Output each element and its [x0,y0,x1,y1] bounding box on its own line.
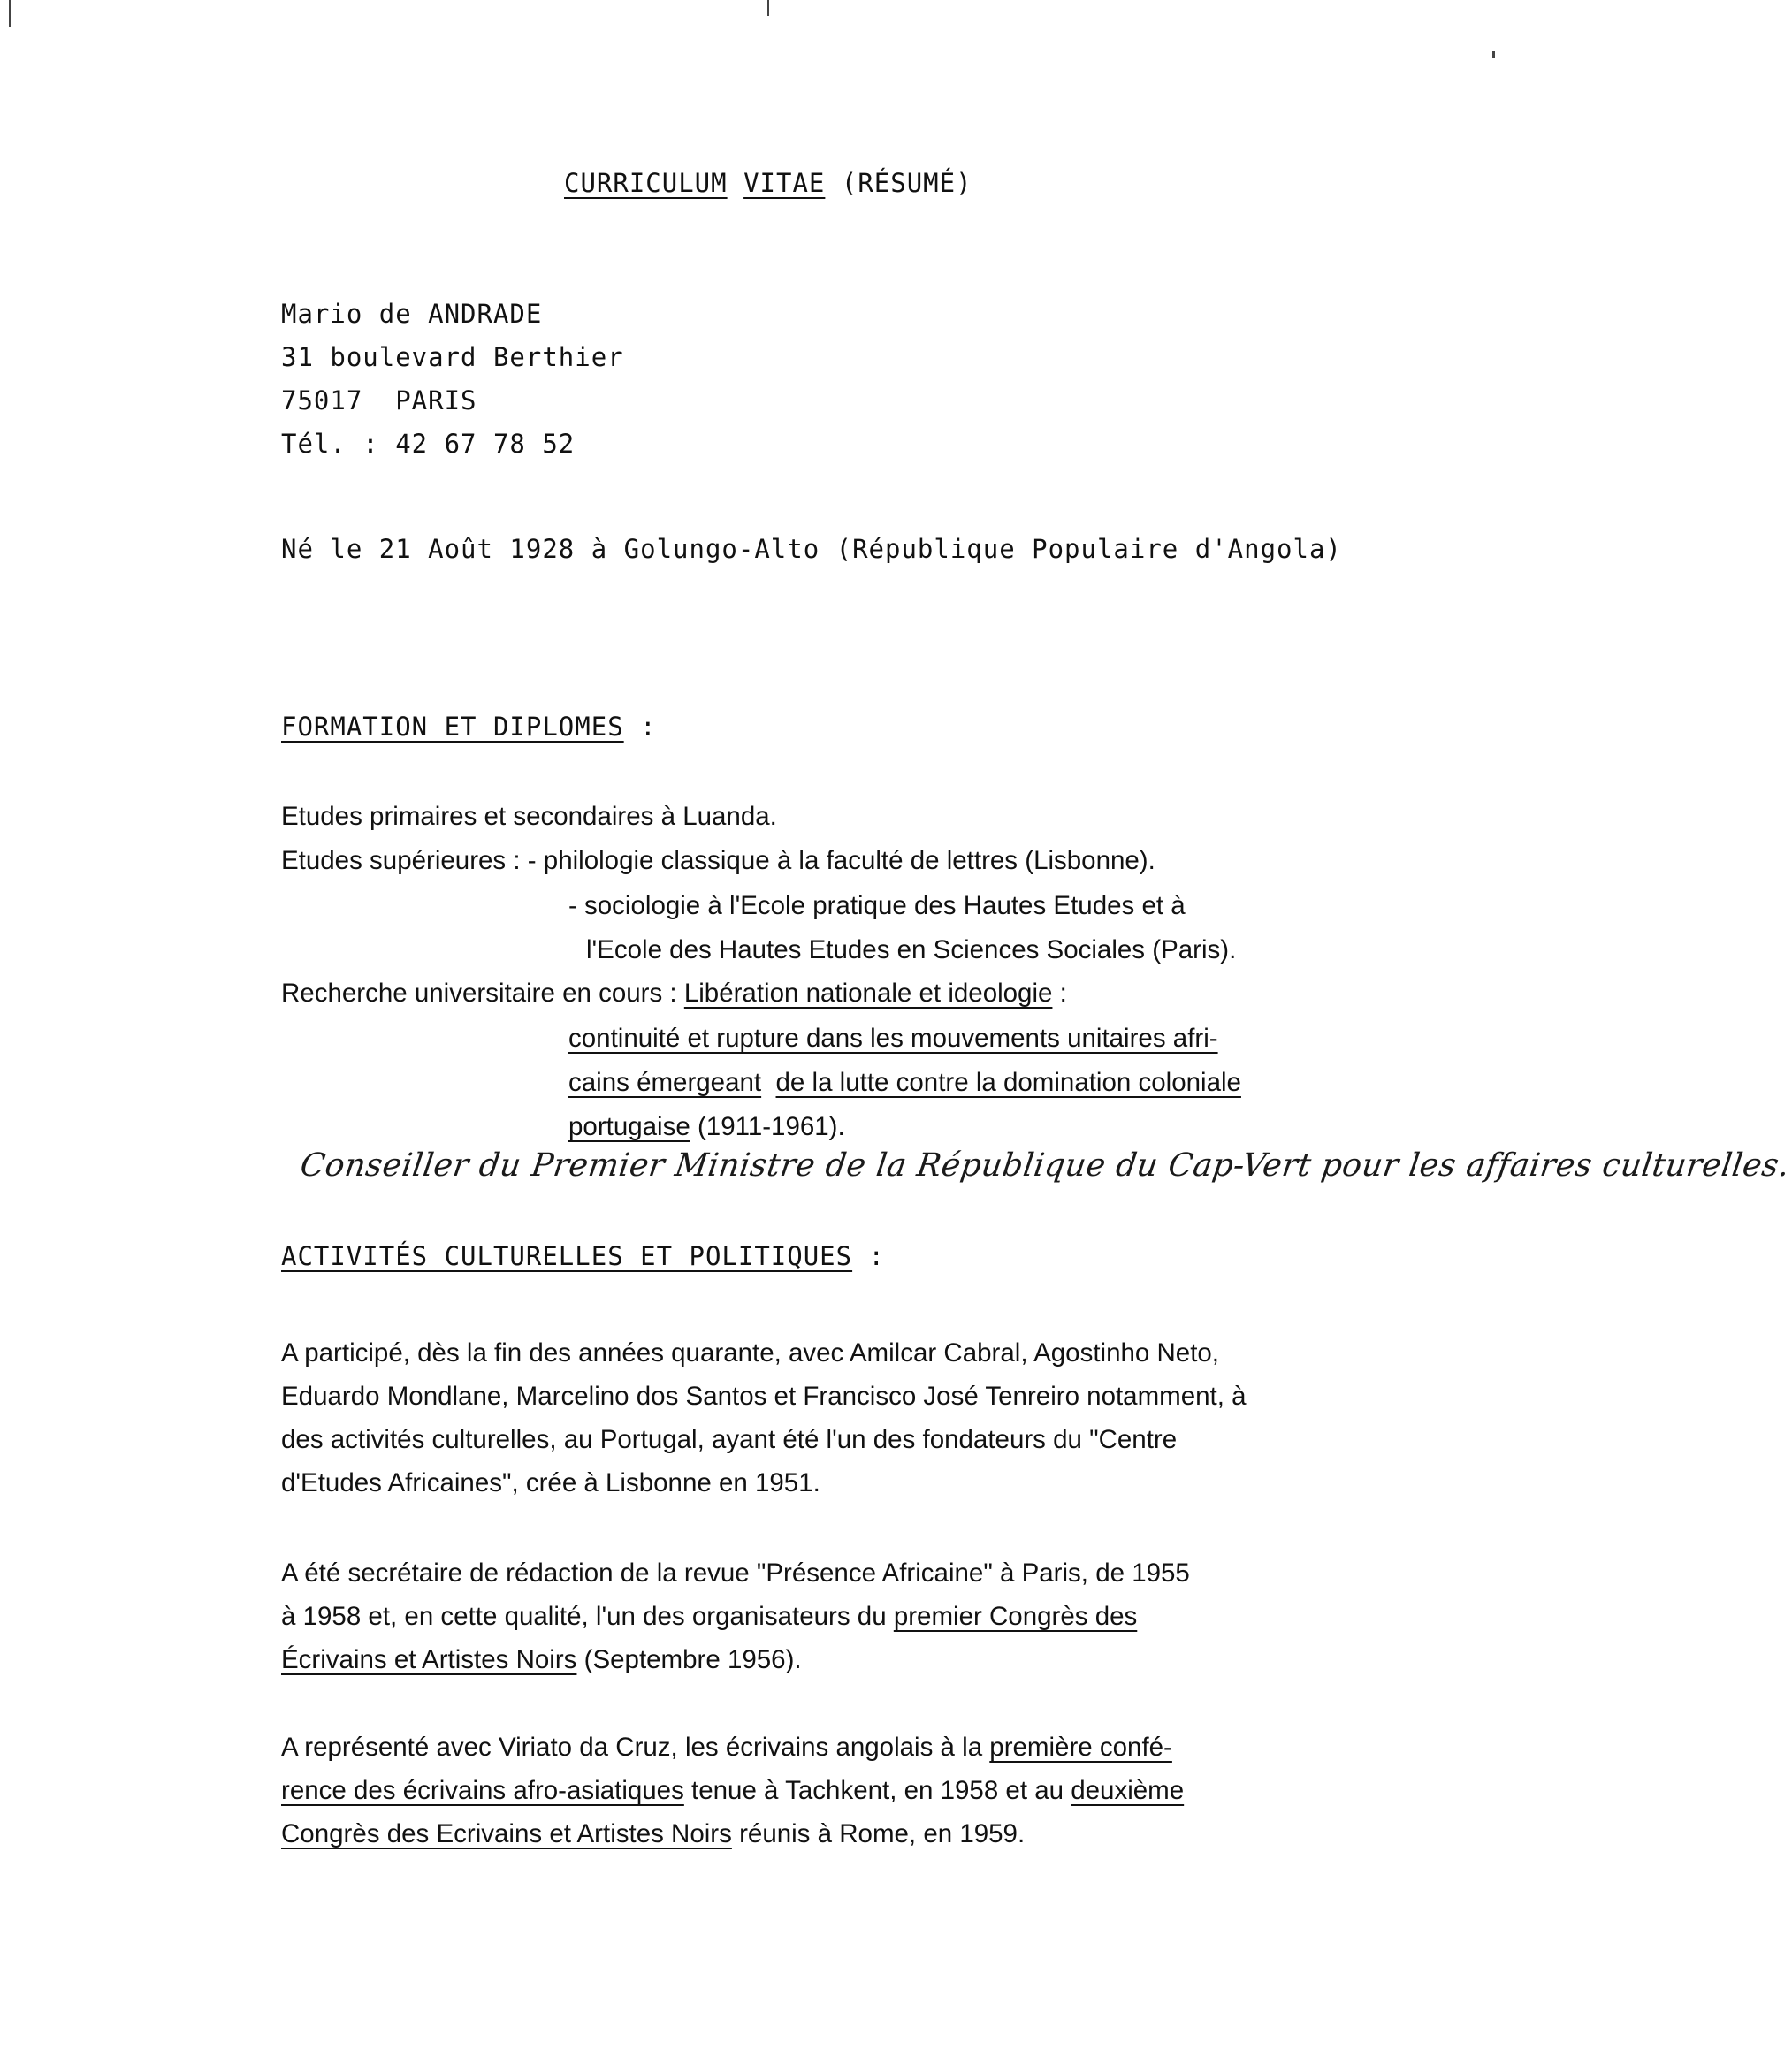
superieures-item-sociologie: - sociologie à l'Ecole pratique des Hautes Etudes et à [568,891,1186,920]
scan-mark-top-center [767,0,769,16]
p2-date: (Septembre 1956). [576,1645,802,1674]
p3-congres: Congrès des Ecrivains et Artistes Noirs [281,1819,732,1848]
research-line [281,979,1067,1009]
p3-line-1 [281,1726,1184,1769]
p2-line-3 [281,1638,1190,1681]
p3-line-2 [281,1769,1184,1812]
p3-rome: réunis à Rome, en 1959. [731,1819,1026,1848]
formation-superieures [281,846,1155,876]
formation-heading [281,712,657,742]
p3-conference: première confé- [989,1733,1172,1762]
p3-tachkent: tenue à Tachkent, en 1958 et au [683,1776,1071,1805]
p2-line-2-text: à 1958 et, en cette qualité, l'un des organisateurs du [281,1602,894,1631]
contact-city: 75017 PARIS [281,385,477,415]
research-label: Recherche universitaire en cours : [281,979,684,1008]
contact-street: 31 boulevard Berthier [281,342,624,372]
activities-heading-text: ACTIVITÉS CULTURELLES ET POLITIQUES [281,1241,853,1271]
p1-line-4: d'Etudes Africaines", crée à Lisbonne en 1951. [281,1468,820,1497]
scan-mark-right [1492,51,1495,58]
p2-ecrivains: Écrivains et Artistes Noirs [281,1645,577,1674]
p2-congres-link: premier Congrès des [893,1602,1138,1631]
superieures-label: Etudes supérieures : [281,846,528,875]
research-line-3 [568,1068,1241,1098]
research-colon: : [1052,979,1067,1008]
p3-deuxieme: deuxième [1071,1776,1185,1805]
p1-line-2: Eduardo Mondlane, Marcelino dos Santos et Francisco José Tenreiro notamment, à [281,1382,1247,1411]
research-subtitle-2b: de la lutte contre la domination coloniale [775,1068,1241,1097]
p3-line-3 [281,1812,1184,1855]
contact-name: Mario de ANDRADE [281,299,543,329]
activities-paragraph-1 [281,1331,1247,1505]
superieures-item-philologie: - philologie classique à la faculté de lettres (Lisbonne). [527,846,1155,875]
p3-conference-cont: rence des écrivains afro-asiatiques [281,1776,684,1805]
p1-line-1: A participé, dès la fin des années quarante, avec Amilcar Cabral, Agostinho Neto, [281,1338,1219,1368]
title-vitae: VITAE [743,168,826,198]
scan-mark-top-left [9,0,11,27]
research-subtitle-3: portugaise [568,1112,690,1141]
contact-block [281,293,624,466]
activities-paragraph-2 [281,1551,1190,1681]
document-title [564,168,972,198]
title-resume: (RÉSUMÉ) [841,168,972,198]
superieures-item-sociologie-cont: l'Ecole des Hautes Etudes en Sciences Sociales (Paris). [586,935,1237,964]
p3-line-1-text: A représenté avec Viriato da Cruz, les écrivains angolais à la [281,1733,990,1762]
research-title: Libération nationale et ideologie [683,979,1053,1008]
research-line-4 [568,1112,845,1142]
birth-line: Né le 21 Août 1928 à Golungo-Alto (République Populaire d'Angola) [281,534,1342,564]
title-curriculum: CURRICULUM [564,168,728,198]
contact-phone: Tél. : 42 67 78 52 [281,429,576,459]
formation-line-primary: Etudes primaires et secondaires à Luanda. [281,802,777,831]
research-subtitle-1: continuité et rupture dans les mouvements unitaires afri- [568,1024,1218,1053]
activities-paragraph-3 [281,1726,1184,1855]
research-dates: (1911-1961). [690,1112,845,1141]
formation-heading-colon: : [623,712,657,742]
activities-heading [281,1241,885,1271]
p1-line-3: des activités culturelles, au Portugal, ayant été l'un des fondateurs du "Centre [281,1425,1178,1454]
research-subtitle-2a: cains émergeant [568,1068,762,1097]
research-line-2 [568,1024,1218,1054]
p2-line-2 [281,1595,1190,1638]
handwritten-note: Conseiller du Premier Ministre de la République du Cap-Vert pour les affaires culturelles. [298,1147,1792,1184]
p2-line-1: A été secrétaire de rédaction de la revue "Présence Africaine" à Paris, de 1955 [281,1558,1190,1588]
formation-heading-text: FORMATION ET DIPLOMES [281,712,624,742]
activities-heading-colon: : [852,1241,886,1271]
